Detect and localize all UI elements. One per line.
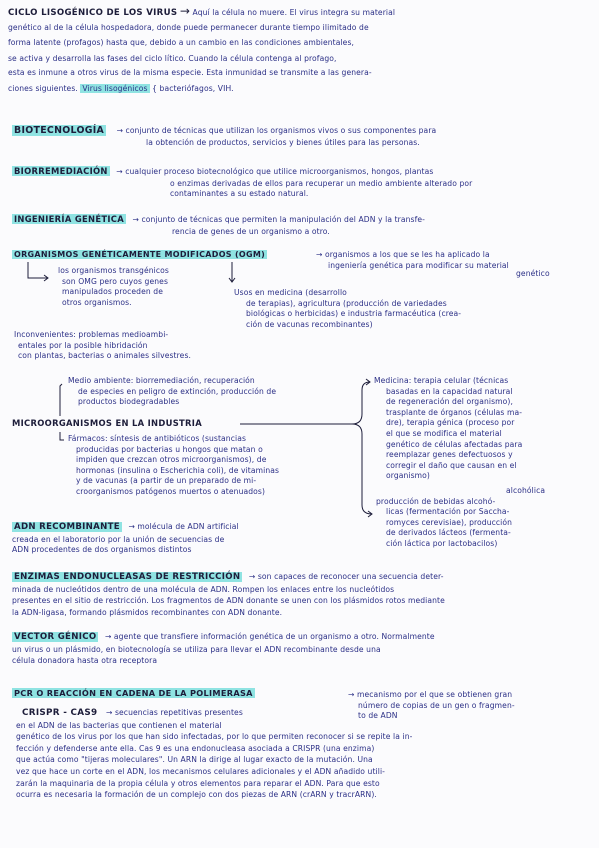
micro-beb2: licas (fermentación por Saccha- bbox=[386, 507, 510, 517]
enzimas-line3: presentes en el sitio de restricción. Los fragmentos de ADN donante se unen con los plásmidos rotos mediante bbox=[12, 596, 445, 606]
biotecnologia-title: BIOTECNOLOGÍA bbox=[14, 125, 105, 136]
micro-med4: trasplante de órganos (células ma- bbox=[386, 407, 523, 417]
micro-med10: organismo) bbox=[386, 471, 430, 481]
vector-line1: → agente que transfiere información genética de un organismo a otro. Normalmente bbox=[104, 632, 435, 641]
vector-title: VECTOR GÉNICO bbox=[14, 632, 97, 642]
section-biotecnologia bbox=[12, 126, 592, 148]
crispr-line5: que actúa como "tijeras moleculares". Un ARN la dirige al lugar exacto de la mutación. Una bbox=[16, 755, 373, 765]
section-lisogenico bbox=[8, 6, 593, 95]
micro-far5: y de vacunas (a partir de un preparado de mi- bbox=[76, 476, 257, 486]
adn-title: ADN RECOMBINANTE bbox=[14, 522, 120, 532]
biorremediacion-line2: o enzimas derivadas de ellos para recuperar un medio ambiente alterado por bbox=[170, 178, 473, 188]
vector-line2: un virus o un plásmido, en biotecnología se utiliza para llevar el ADN recombinante desde una bbox=[12, 644, 381, 654]
micro-bebidas bbox=[376, 486, 596, 550]
micro-farmacos bbox=[68, 434, 364, 498]
biorremediacion-line3: contaminantes a su estado natural. bbox=[170, 189, 309, 199]
ogm-inc1: Inconvenientes: problemas medioambi- bbox=[14, 330, 169, 339]
lisogenico-line5: esta es inmune a otros virus de la misma especie. Esta inmunidad se transmite a las genera- bbox=[8, 68, 372, 78]
lisogenico-line2: genético al de la célula hospedadora, donde puede permanecer durante tiempo ilimitado de bbox=[8, 22, 369, 32]
crispr-line1: → secuencias repetitivas presentes bbox=[105, 708, 243, 717]
lisogenico-arrow: → bbox=[179, 4, 191, 18]
biorremediacion-title: BIORREMEDIACIÓN bbox=[14, 166, 108, 176]
lisogenico-line1: Aquí la célula no muere. El virus integra su material bbox=[192, 8, 396, 17]
adn-line1: → molécula de ADN artificial bbox=[128, 522, 239, 531]
micro-far2: producidas por bacterias u hongos que matan o bbox=[76, 444, 263, 454]
ogm-left3: manipulados proceden de bbox=[62, 287, 163, 297]
ogm-inconvenientes bbox=[14, 330, 274, 362]
section-enzimas bbox=[12, 572, 596, 618]
ogm-left1: los organismos transgénicos bbox=[58, 266, 169, 275]
section-adn-recombinante bbox=[12, 522, 372, 556]
pcr-line3: to de ADN bbox=[358, 711, 398, 721]
crispr-line8: ocurra es necesaria la formación de un complejo con dos piezas de ARN (crARN y tracrARN). bbox=[16, 790, 377, 800]
pcr-title: PCR O REACCIÓN EN CADENA DE LA POLIMERASA bbox=[14, 688, 253, 698]
lisogenico-title: CICLO LISOGÉNICO DE LOS VIRUS bbox=[8, 8, 178, 18]
micro-up-arrow bbox=[60, 384, 62, 416]
ogm-inc3: con plantas, bacterias o animales silvestres. bbox=[18, 351, 192, 361]
micro-beb0: alcohólica bbox=[506, 486, 546, 495]
ogm-inc2: entales por la posible hibridación bbox=[18, 340, 148, 350]
micro-med8: reemplazar genes defectuosos y bbox=[386, 450, 513, 460]
section-crispr bbox=[16, 708, 596, 801]
ogm-def3: genético bbox=[516, 269, 550, 279]
enzimas-line4: la ADN-ligasa, formando plásmidos recombinantes con ADN donante. bbox=[12, 607, 283, 617]
enzimas-line2: minada de nucleótidos dentro de una molécula de ADN. Rompen los enlaces entre los nucleótidos bbox=[12, 584, 395, 594]
crispr-line6: vez que hace un corte en el ADN, los mecanismos celulares adicionales y el ADN añadido utili- bbox=[16, 766, 386, 776]
micro-beb1: producción de bebidas alcohó- bbox=[376, 496, 496, 506]
micro-env1: Medio ambiente: biorremediación, recuperación bbox=[68, 376, 255, 385]
ogm-mid1: Usos en medicina (desarrollo bbox=[234, 288, 347, 297]
micro-env3: productos biodegradables bbox=[78, 397, 180, 407]
ogm-def1: → organismos a los que se les ha aplicado la bbox=[316, 250, 490, 259]
ingenieria-title: INGENIERÍA GENÉTICA bbox=[14, 214, 125, 224]
enzimas-title: ENZIMAS ENDONUCLEASAS DE RESTRICCIÓN bbox=[14, 572, 241, 582]
crispr-line2: en el ADN de las bacterias que contienen el material bbox=[16, 720, 222, 730]
lisogenico-line6a: ciones siguientes. bbox=[8, 83, 78, 93]
lisogenico-viruses-highlight: Virus lisogénicos bbox=[82, 83, 148, 93]
biotecnologia-line1: → conjunto de técnicas que utilizan los organismos vivos o sus componentes para bbox=[116, 126, 437, 135]
micro-med7: genético de células afectadas para bbox=[386, 439, 523, 449]
section-biorremediacion bbox=[12, 166, 592, 200]
vector-line3: célula donadora hasta otra receptora bbox=[12, 656, 158, 666]
micro-far4: hormonas (insulina o Escherichia coli), de vitaminas bbox=[76, 465, 280, 475]
lisogenico-line4: se activa y desarrolla las fases del ciclo lítico. Cuando la célula contenga al profago, bbox=[8, 53, 337, 63]
crispr-line4: fección y defenderse ante ella. Cas 9 es una endonucleasa asociada a CRISPR (una enzima) bbox=[16, 743, 375, 753]
lisogenico-line6c: { bacteriófagos, VIH. bbox=[152, 83, 234, 93]
adn-line3: ADN procedentes de dos organismos distintos bbox=[12, 545, 192, 555]
ogm-mid3: biológicas o herbicidas) e industria farmacéutica (crea- bbox=[246, 309, 462, 319]
micro-far6: croorganismos patógenos muertos o atenuados) bbox=[76, 486, 266, 496]
adn-line2: creada en el laboratorio por la unión de secuencias de bbox=[12, 534, 225, 544]
ogm-left4: otros organismos. bbox=[62, 297, 132, 307]
micro-down-arrow bbox=[60, 432, 64, 440]
ogm-left2: son OMG pero cuyos genes bbox=[62, 276, 168, 286]
micro-title: MICROORGANISMOS EN LA INDUSTRIA bbox=[12, 418, 202, 428]
ogm-def2: ingeniería genética para modificar su material bbox=[328, 260, 509, 270]
ogm-mid4: ción de vacunas recombinantes) bbox=[246, 319, 373, 329]
section-vector bbox=[12, 632, 596, 667]
enzimas-line1: → son capaces de reconocer una secuencia deter- bbox=[248, 572, 444, 581]
ogm-title-row bbox=[12, 250, 312, 261]
micro-medio-ambiente bbox=[68, 376, 358, 408]
micro-far1: Fármacos: síntesis de antibióticos (sustancias bbox=[68, 434, 247, 443]
micro-title-row bbox=[12, 418, 252, 430]
micro-med9: corregir el daño que causan en el bbox=[386, 460, 517, 470]
micro-med1: Medicina: terapia celular (técnicas bbox=[374, 376, 509, 385]
micro-beb4: de derivados lácteos (fermenta- bbox=[386, 528, 511, 538]
micro-medicina bbox=[374, 376, 596, 482]
pcr-line1: → mecanismo por el que se obtienen gran bbox=[348, 690, 513, 699]
ogm-title: ORGANISMOS GENÉTICAMENTE MODIFICADOS (OGM) bbox=[14, 250, 266, 259]
ogm-usos bbox=[234, 288, 594, 330]
lisogenico-line3: forma latente (profagos) hasta que, debido a un cambio en las condiciones ambientales, bbox=[8, 38, 355, 48]
micro-med5: dre), terapia génica (proceso por bbox=[386, 418, 515, 428]
crispr-line3: genético de los virus por los que han sido infectadas, por lo que permiten reconocer si se repite la in- bbox=[16, 732, 413, 742]
ingenieria-line2: rencia de genes de un organismo a otro. bbox=[172, 226, 330, 236]
section-ingenieria bbox=[12, 214, 592, 237]
ogm-transgenicos bbox=[58, 266, 218, 308]
micro-far3: impiden que crezcan otros microorganismos), de bbox=[76, 455, 267, 465]
ogm-mid2: de terapias), agricultura (producción de variedades bbox=[246, 298, 447, 308]
biorremediacion-line1: → cualquier proceso biotecnológico que utilice microorganismos, hongos, plantas bbox=[116, 167, 434, 176]
micro-beb3: romyces cerevisiae), producción bbox=[386, 517, 513, 527]
crispr-title: CRISPR - CAS9 bbox=[22, 708, 98, 718]
micro-beb5: ción láctica por lactobacilos) bbox=[386, 538, 498, 548]
crispr-line7: zarán la maquinaria de la propia célula y otros elementos para reparar el ADN. Para que esto bbox=[16, 778, 380, 788]
ogm-definition bbox=[316, 250, 596, 280]
biotecnologia-line2: la obtención de productos, servicios y bienes útiles para las personas. bbox=[146, 137, 420, 147]
micro-med2: basadas en la capacidad natural bbox=[386, 386, 513, 396]
pcr-line2: número de copias de un gen o fragmen- bbox=[358, 700, 515, 710]
micro-med6: el que se modifica el material bbox=[386, 428, 502, 438]
micro-env2: de especies en peligro de extinción, producción de bbox=[78, 386, 277, 396]
pcr-title-row bbox=[12, 688, 352, 700]
micro-med3: de regeneración del organismo), bbox=[386, 397, 513, 407]
ingenieria-line1: → conjunto de técnicas que permiten la manipulación del ADN y la transfe- bbox=[132, 215, 425, 224]
